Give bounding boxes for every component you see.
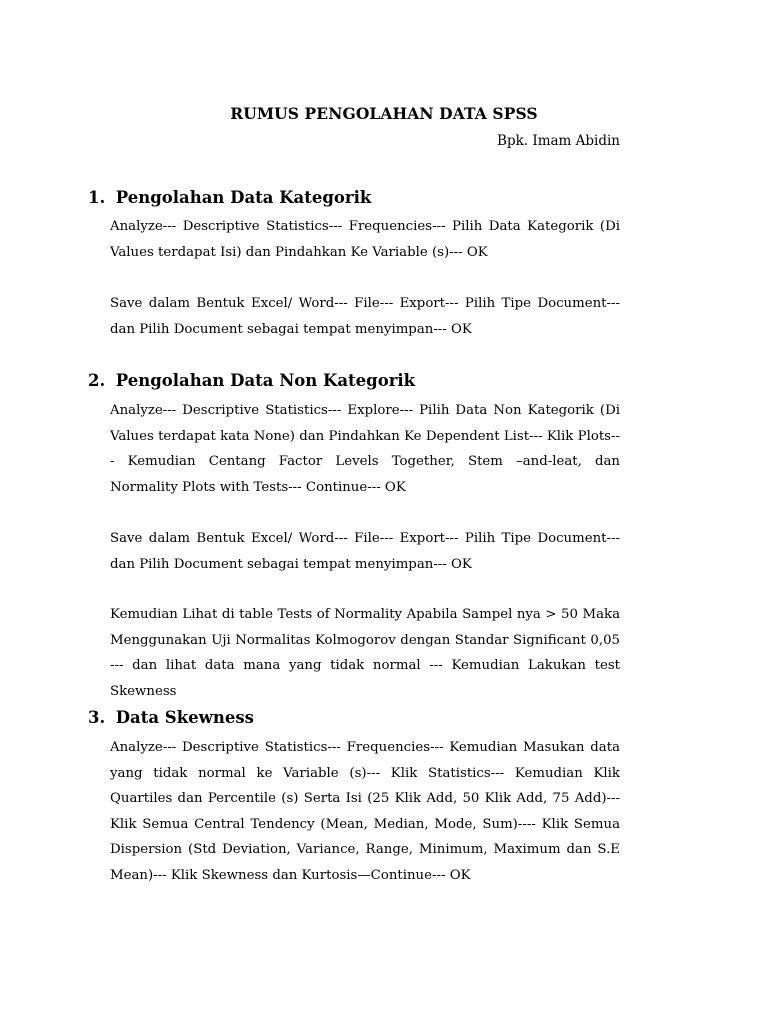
section-title: Pengolahan Data Kategorik	[115, 188, 372, 207]
section-number: 2.	[88, 371, 106, 390]
section-title: Pengolahan Data Non Kategorik	[115, 371, 416, 390]
section-heading	[88, 371, 415, 390]
paragraph: Kemudian Lihat di table Tests of Normality Apabila Sampel nya > 50 Maka Menggunakan Uji Normalitas Kolmogorov dengan Standar Significant 0,05 --- dan lihat data mana yang tidak normal --- Kemudian Lakukan test Skewness	[110, 607, 620, 699]
section-number: 3.	[88, 708, 106, 727]
document-author: Bpk. Imam Abidin	[497, 133, 620, 149]
paragraph: Analyze--- Descriptive Statistics--- Explore--- Pilih Data Non Kategorik (Di Values terdapat kata None) dan Pindahkan Ke Dependent List--- Klik Plots--- Kemudian Centang Factor Levels Together, Stem –and-leat, dan Normality Plots with Tests--- Continue--- OK	[110, 403, 620, 495]
section-number: 1.	[88, 188, 106, 207]
section-title: Data Skewness	[115, 708, 254, 727]
section-heading	[88, 188, 371, 207]
paragraph: Save dalam Bentuk Excel/ Word--- File--- Export--- Pilih Tipe Document--- dan Pilih Document sebagai tempat menyimpan--- OK	[110, 296, 620, 337]
paragraph: Analyze--- Descriptive Statistics--- Frequencies--- Kemudian Masukan data yang tidak normal ke Variable (s)--- Klik Statistics--- Kemudian Klik Quartiles dan Percentile (s) Serta Isi (25 Klik Add, 50 Klik Add, 75 Add)--- Klik Semua Central Tendency (Mean, Median, Mode, Sum)---- Klik Semua Dispersion (Std Deviation, Variance, Range, Minimum, Maximum dan S.E Mean)--- Klik Skewness dan Kurtosis—Continue--- OK	[110, 740, 620, 883]
section-heading	[88, 708, 254, 727]
paragraph: Save dalam Bentuk Excel/ Word--- File--- Export--- Pilih Tipe Document--- dan Pilih Document sebagai tempat menyimpan--- OK	[110, 531, 620, 572]
paragraph: Analyze--- Descriptive Statistics--- Frequencies--- Pilih Data Kategorik (Di Values terdapat Isi) dan Pindahkan Ke Variable (s)--- OK	[110, 219, 620, 260]
document-title: RUMUS PENGOLAHAN DATA SPSS	[230, 104, 538, 123]
